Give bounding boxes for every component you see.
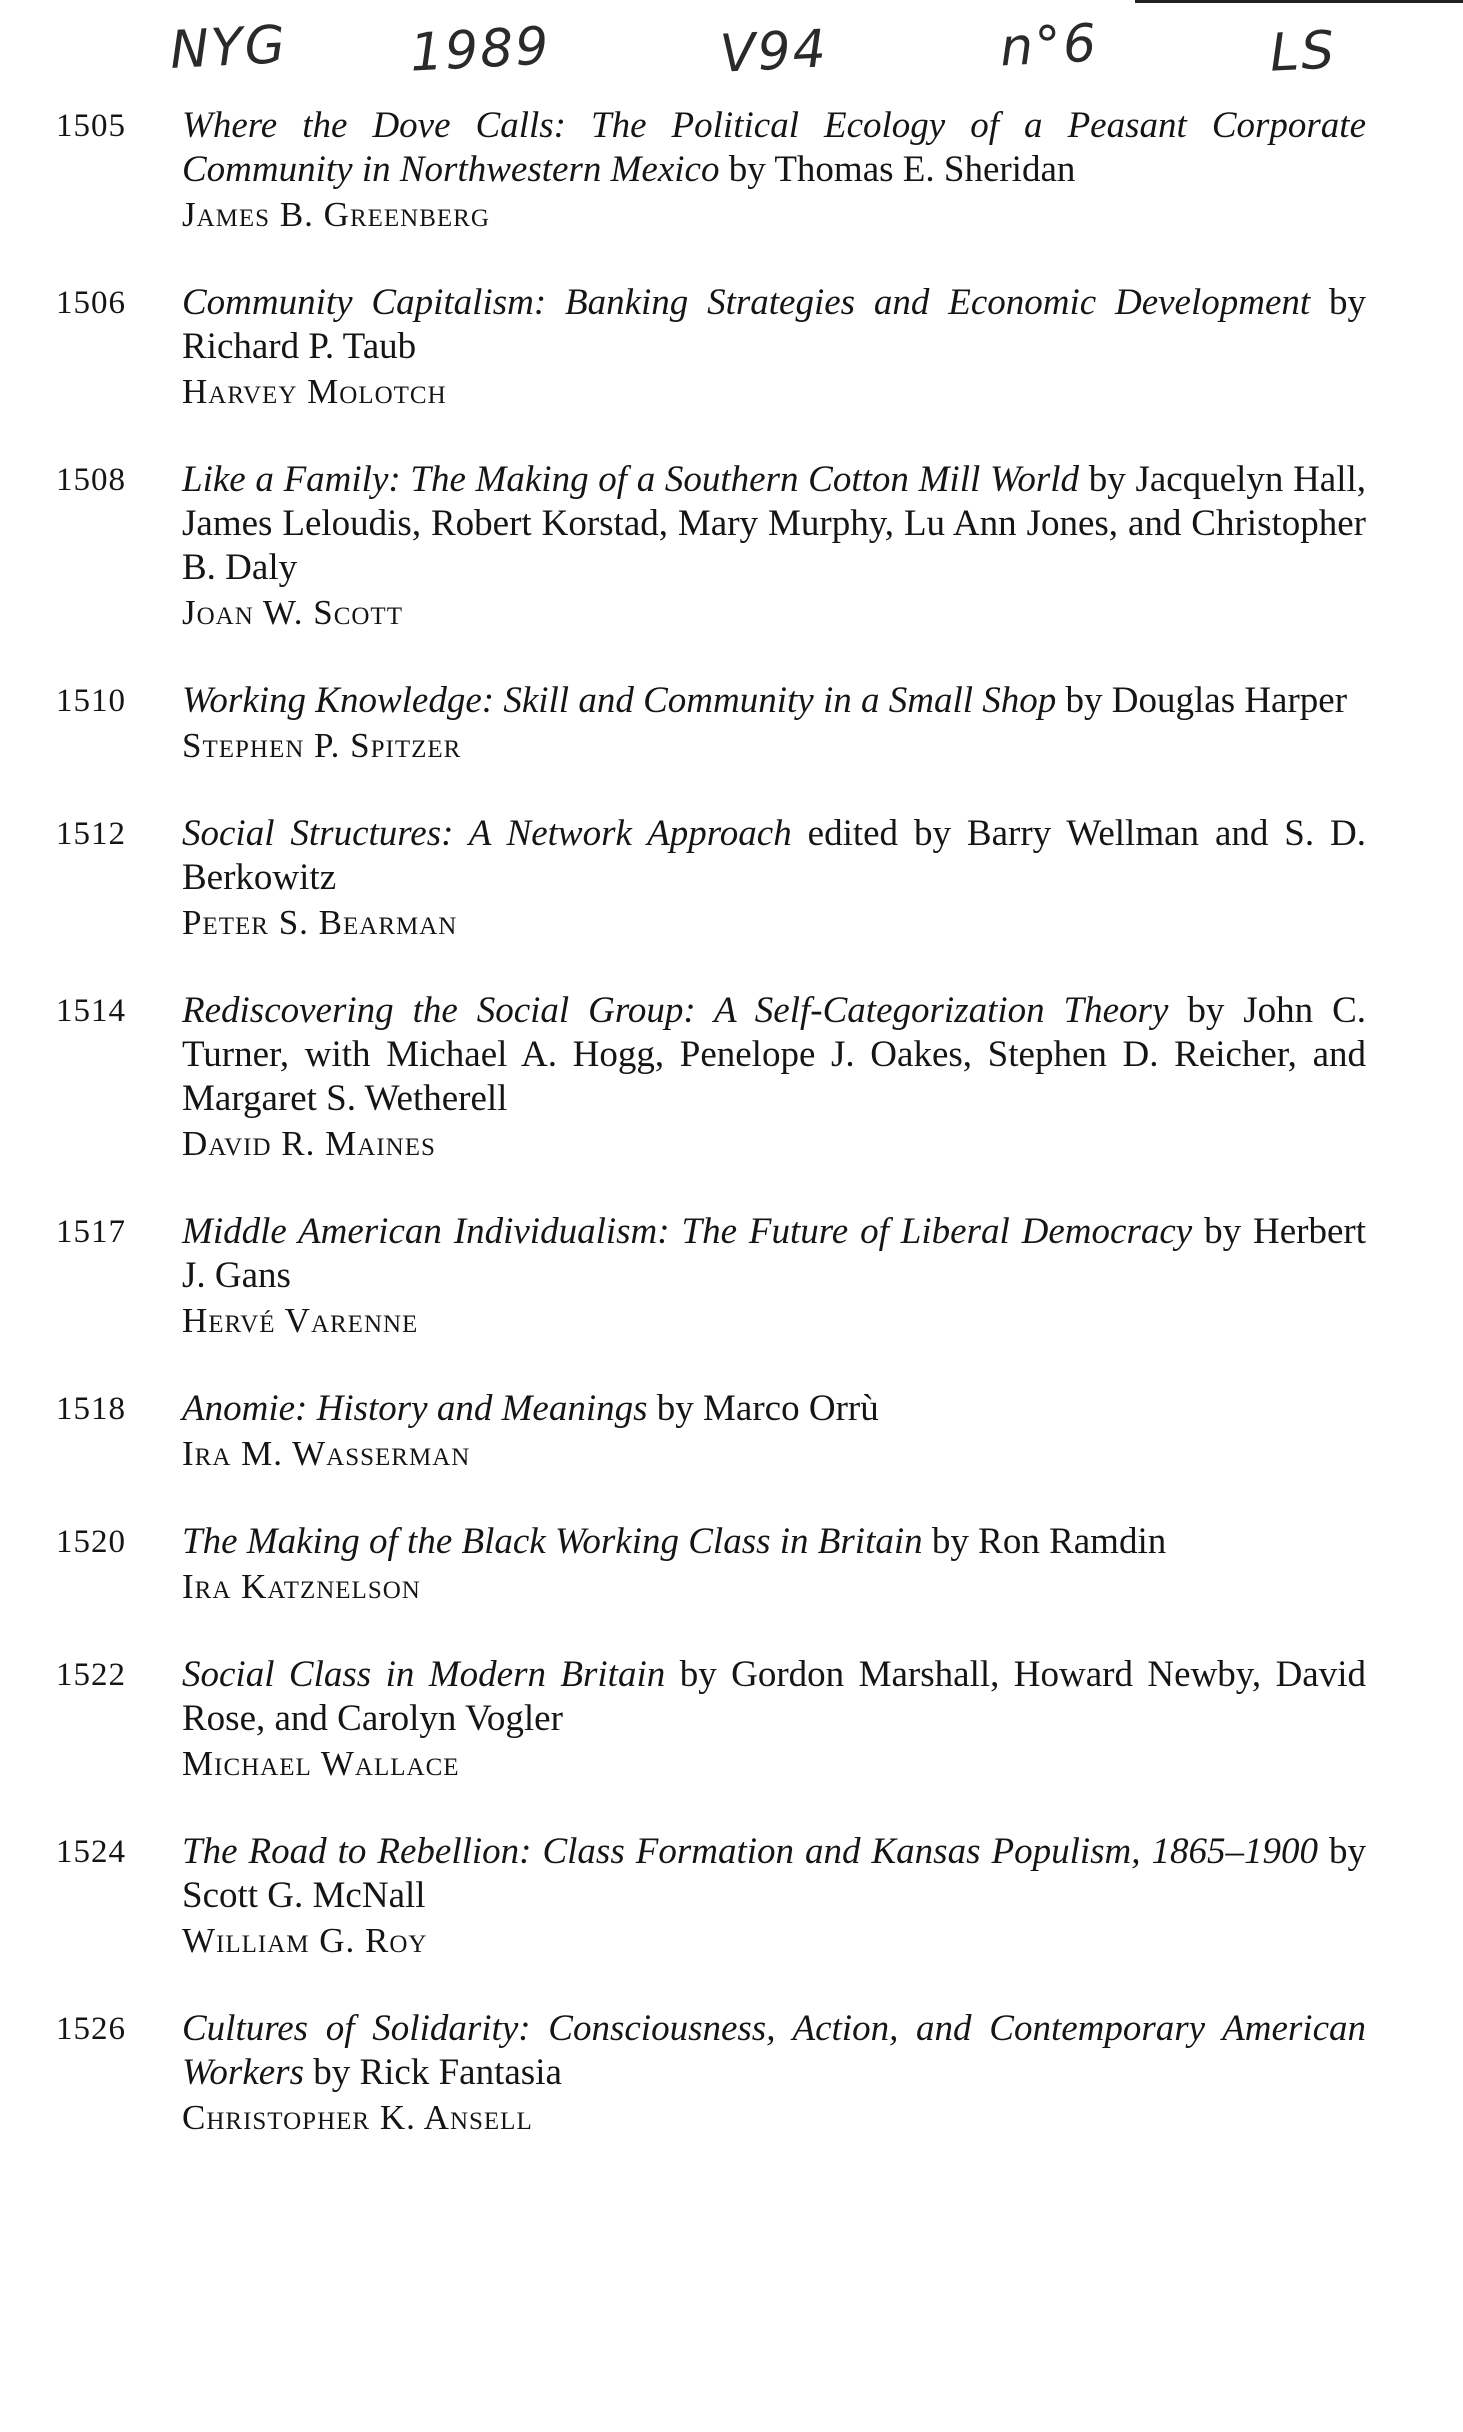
author-connector: by: [1088, 459, 1126, 500]
top-border-rule: [1135, 0, 1463, 3]
review-citation: [182, 1387, 1366, 1477]
book-authors: Jacquelyn Hall, James Leloudis, Robert Korstad, Mary Murphy, Lu Ann Jones, and Christopher B. Daly: [182, 459, 1367, 588]
book-authors: Thomas E. Sheridan: [774, 149, 1076, 190]
author-connector: by: [1065, 680, 1103, 721]
book-title: Social Structures: A Network Approach: [182, 813, 792, 854]
page-number: 1514: [56, 993, 126, 1029]
review-citation: [182, 989, 1366, 1167]
review-entry: [56, 812, 1366, 946]
page-number: 1522: [56, 1657, 126, 1693]
book-title: Anomie: History and Meanings: [182, 1388, 648, 1429]
author-connector: by: [313, 2052, 351, 2093]
reviewer-name: Christopher K. Ansell: [182, 2098, 533, 2137]
page-number: 1506: [56, 285, 126, 321]
review-citation: [182, 458, 1366, 636]
book-title: Cultures of Solidarity: Consciousness, Action, and Contemporary American Workers: [182, 2008, 1366, 2093]
book-title: Middle American Individualism: The Future of Liberal Democracy: [182, 1211, 1193, 1252]
author-connector: by: [1329, 282, 1367, 323]
review-citation: [182, 1520, 1366, 1610]
book-authors: Richard P. Taub: [182, 326, 417, 367]
author-connector: by: [1187, 990, 1225, 1031]
book-title: The Making of the Black Working Class in Britain: [182, 1521, 923, 1562]
page-number: 1517: [56, 1214, 126, 1250]
book-authors: Rick Fantasia: [359, 2052, 562, 2093]
book-authors: Ron Ramdin: [978, 1521, 1167, 1562]
review-entry: [56, 1520, 1366, 1610]
page-number: 1526: [56, 2011, 126, 2047]
review-entry: [56, 1653, 1366, 1787]
reviewer-name: David R. Maines: [182, 1124, 436, 1163]
review-entry: [56, 281, 1366, 415]
review-citation: [182, 679, 1366, 769]
author-connector: by: [656, 1388, 694, 1429]
review-entry: [56, 679, 1366, 769]
book-title: Rediscovering the Social Group: A Self-Categorization Theory: [182, 990, 1169, 1031]
page-number: 1518: [56, 1391, 126, 1427]
reviewer-name: Ira M. Wasserman: [182, 1434, 471, 1473]
reviewer-name: Ira Katznelson: [182, 1567, 421, 1606]
author-connector: by: [1204, 1211, 1242, 1252]
author-connector: by: [728, 149, 766, 190]
page-number: 1510: [56, 683, 126, 719]
handwritten-note-code: LS: [1268, 20, 1338, 84]
page-number: 1524: [56, 1834, 126, 1870]
page-number: 1520: [56, 1524, 126, 1560]
reviewer-name: Peter S. Bearman: [182, 903, 458, 942]
reviewer-name: Joan W. Scott: [182, 593, 403, 632]
book-title: Working Knowledge: Skill and Community in a Small Shop: [182, 680, 1057, 721]
book-authors: Barry Wellman and S. D. Berkowitz: [182, 813, 1367, 898]
reviewer-name: James B. Greenberg: [182, 195, 490, 234]
book-authors: Herbert J. Gans: [182, 1211, 1366, 1296]
review-citation: [182, 1830, 1366, 1964]
review-citation: [182, 104, 1366, 238]
review-citation: [182, 281, 1366, 415]
review-citation: [182, 1653, 1366, 1787]
page-number: 1512: [56, 816, 126, 852]
book-review-list: [56, 104, 1366, 2184]
handwritten-note-journal: NYG: [168, 14, 289, 82]
book-authors: Marco Orrù: [703, 1388, 879, 1429]
book-authors: John C. Turner, with Michael A. Hogg, Penelope J. Oakes, Stephen D. Reicher, and Margaret S. Wetherell: [182, 990, 1367, 1119]
reviewer-name: Harvey Molotch: [182, 372, 447, 411]
book-authors: Scott G. McNall: [182, 1875, 426, 1916]
review-entry: [56, 104, 1366, 238]
page-number: 1508: [56, 462, 126, 498]
review-citation: [182, 1210, 1366, 1344]
handwritten-note-volume: V94: [718, 19, 830, 85]
book-title: Like a Family: The Making of a Southern Cotton Mill World: [182, 459, 1080, 500]
review-citation: [182, 2007, 1366, 2141]
review-entry: [56, 989, 1366, 1167]
author-connector: by: [931, 1521, 969, 1562]
author-connector: by: [679, 1654, 717, 1695]
reviewer-name: Michael Wallace: [182, 1744, 460, 1783]
review-entry: [56, 2007, 1366, 2141]
handwritten-note-number: n°6: [998, 13, 1100, 79]
book-title: Where the Dove Calls: The Political Ecology of a Peasant Corporate Community in Northwestern Mexico: [182, 105, 1366, 190]
review-entry: [56, 458, 1366, 636]
author-connector: by: [1329, 1831, 1367, 1872]
review-entry: [56, 1210, 1366, 1344]
book-authors: Douglas Harper: [1111, 680, 1348, 721]
page-number: 1505: [56, 108, 126, 144]
review-entry: [56, 1830, 1366, 1964]
review-entry: [56, 1387, 1366, 1477]
book-title: Community Capitalism: Banking Strategies and Economic Development: [182, 282, 1311, 323]
book-title: Social Class in Modern Britain: [182, 1654, 666, 1695]
reviewer-name: Stephen P. Spitzer: [182, 726, 462, 765]
book-title: The Road to Rebellion: Class Formation and Kansas Populism, 1865–1900: [182, 1831, 1319, 1872]
book-authors: Gordon Marshall, Howard Newby, David Rose, and Carolyn Vogler: [182, 1654, 1367, 1739]
reviewer-name: Hervé Varenne: [182, 1301, 419, 1340]
review-citation: [182, 812, 1366, 946]
author-connector: edited by: [807, 813, 951, 854]
handwritten-note-year: 1989: [408, 16, 552, 84]
reviewer-name: William G. Roy: [182, 1921, 428, 1960]
